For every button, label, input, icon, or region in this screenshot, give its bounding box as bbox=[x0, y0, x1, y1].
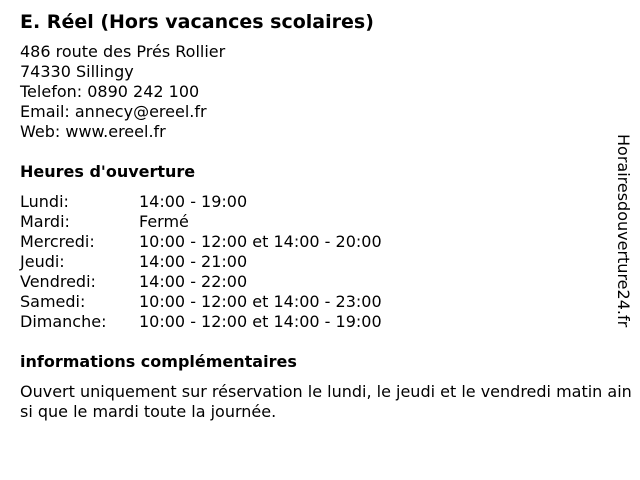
time-value: 14:00 - 22:00 bbox=[139, 272, 248, 291]
time-value: 14:00 - 19:00 bbox=[139, 192, 248, 211]
hours-row-tuesday bbox=[20, 212, 615, 232]
info-heading: informations complémentaires bbox=[20, 352, 297, 371]
hours-row-friday bbox=[20, 272, 615, 292]
time-value: 10:00 - 12:00 et 14:00 - 23:00 bbox=[139, 292, 382, 311]
time-value: Fermé bbox=[139, 212, 189, 231]
email-address: Email: annecy@ereel.fr bbox=[20, 102, 207, 121]
hours-row-thursday bbox=[20, 252, 615, 272]
address-street: 486 route des Prés Rollier bbox=[20, 42, 226, 61]
hours-row-sunday bbox=[20, 312, 615, 332]
day-label: Dimanche: bbox=[20, 312, 107, 331]
day-label: Samedi: bbox=[20, 292, 86, 311]
day-label: Vendredi: bbox=[20, 272, 96, 291]
time-value: 14:00 - 21:00 bbox=[139, 252, 248, 271]
day-label: Jeudi: bbox=[20, 252, 65, 271]
day-label: Mercredi: bbox=[20, 232, 95, 251]
phone-number: Telefon: 0890 242 100 bbox=[20, 82, 200, 101]
address-city: 74330 Sillingy bbox=[20, 62, 134, 81]
contact-details bbox=[20, 42, 615, 142]
business-name: E. Réel (Hors vacances scolaires) bbox=[20, 11, 374, 33]
hours-row-wednesday bbox=[20, 232, 615, 252]
day-label: Mardi: bbox=[20, 212, 70, 231]
time-value: 10:00 - 12:00 et 14:00 - 19:00 bbox=[139, 312, 382, 331]
time-value: 10:00 - 12:00 et 14:00 - 20:00 bbox=[139, 232, 382, 251]
info-text: Ouvert uniquement sur réservation le lundi, le jeudi et le vendredi matin ainsi que le mardi toute la journée. bbox=[20, 382, 632, 421]
hours-heading: Heures d'ouverture bbox=[20, 162, 196, 181]
website: Web: www.ereel.fr bbox=[20, 122, 166, 141]
site-watermark: Horairesdouverture24.fr bbox=[614, 134, 633, 328]
day-label: Lundi: bbox=[20, 192, 69, 211]
hours-table bbox=[20, 192, 615, 332]
hours-row-monday bbox=[20, 192, 615, 212]
hours-row-saturday bbox=[20, 292, 615, 312]
